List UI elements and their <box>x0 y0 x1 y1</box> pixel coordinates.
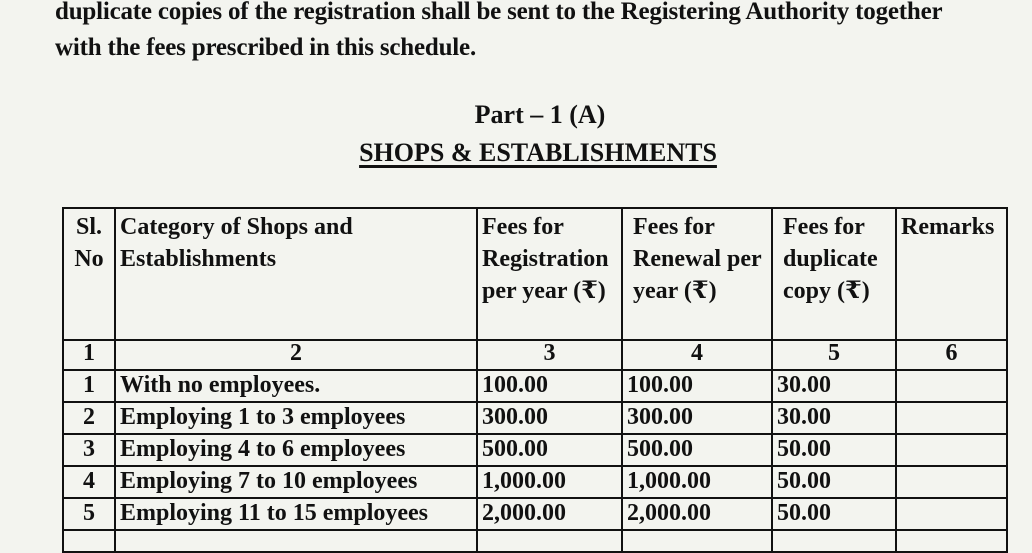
column-number: 5 <box>772 340 896 370</box>
intro-line-2: with the fees prescribed in this schedule. <box>55 34 476 61</box>
row-registration-fee: 300.00 <box>477 402 622 434</box>
row-category: Employing 7 to 10 employees <box>115 466 477 498</box>
fees-table <box>62 207 1008 553</box>
row-remarks <box>896 466 1007 498</box>
row-remarks <box>896 434 1007 466</box>
row-remarks <box>896 370 1007 402</box>
header-renewal-fee: Fees for Renewal per year (₹) <box>622 208 772 340</box>
table-row-partial <box>63 530 1007 552</box>
table-row <box>63 370 1007 402</box>
column-number: 3 <box>477 340 622 370</box>
row-category: With no employees. <box>115 370 477 402</box>
column-number: 2 <box>115 340 477 370</box>
table-row <box>63 466 1007 498</box>
row-category: Employing 4 to 6 employees <box>115 434 477 466</box>
header-registration-fee: Fees for Registration per year (₹) <box>477 208 622 340</box>
header-category: Category of Shops and Establishments <box>115 208 477 340</box>
row-renewal-fee: 300.00 <box>622 402 772 434</box>
column-number: 6 <box>896 340 1007 370</box>
header-sl-line2: No <box>74 246 104 272</box>
row-cell-cut <box>63 530 115 552</box>
row-sl-no: 1 <box>63 370 115 402</box>
table-row <box>63 498 1007 530</box>
row-remarks <box>896 498 1007 530</box>
column-number: 1 <box>63 340 115 370</box>
row-cell-cut <box>622 530 772 552</box>
header-sl-no <box>63 208 115 340</box>
column-number: 4 <box>622 340 772 370</box>
intro-line-1: duplicate copies of the registration shall be sent to the Registering Authority together <box>55 0 943 25</box>
row-duplicate-fee: 50.00 <box>772 434 896 466</box>
row-category: Employing 1 to 3 employees <box>115 402 477 434</box>
header-remarks: Remarks <box>896 208 1007 340</box>
row-registration-fee: 100.00 <box>477 370 622 402</box>
column-number-row <box>63 340 1007 370</box>
row-sl-no: 5 <box>63 498 115 530</box>
row-duplicate-fee: 50.00 <box>772 498 896 530</box>
part-title: Part – 1 (A) <box>474 100 606 129</box>
table-header-row <box>63 208 1007 340</box>
row-renewal-fee: 1,000.00 <box>622 466 772 498</box>
row-cell-cut <box>896 530 1007 552</box>
row-renewal-fee: 100.00 <box>622 370 772 402</box>
row-duplicate-fee: 30.00 <box>772 402 896 434</box>
row-category: Employing 11 to 15 employees <box>115 498 477 530</box>
row-duplicate-fee: 50.00 <box>772 466 896 498</box>
row-renewal-fee: 500.00 <box>622 434 772 466</box>
row-sl-no: 3 <box>63 434 115 466</box>
intro-paragraph <box>55 0 1025 66</box>
row-renewal-fee: 2,000.00 <box>622 498 772 530</box>
table-row <box>63 434 1007 466</box>
row-cell-cut <box>115 530 477 552</box>
row-remarks <box>896 402 1007 434</box>
row-cell-cut <box>772 530 896 552</box>
row-sl-no: 4 <box>63 466 115 498</box>
row-registration-fee: 2,000.00 <box>477 498 622 530</box>
header-sl-line1: Sl. <box>75 214 102 240</box>
row-sl-no: 2 <box>63 402 115 434</box>
row-duplicate-fee: 30.00 <box>772 370 896 402</box>
row-registration-fee: 1,000.00 <box>477 466 622 498</box>
header-duplicate-fee: Fees for duplicate copy (₹) <box>772 208 896 340</box>
row-cell-cut <box>477 530 622 552</box>
row-registration-fee: 500.00 <box>477 434 622 466</box>
table-row <box>63 402 1007 434</box>
section-title: SHOPS & ESTABLISHMENTS <box>359 138 717 167</box>
